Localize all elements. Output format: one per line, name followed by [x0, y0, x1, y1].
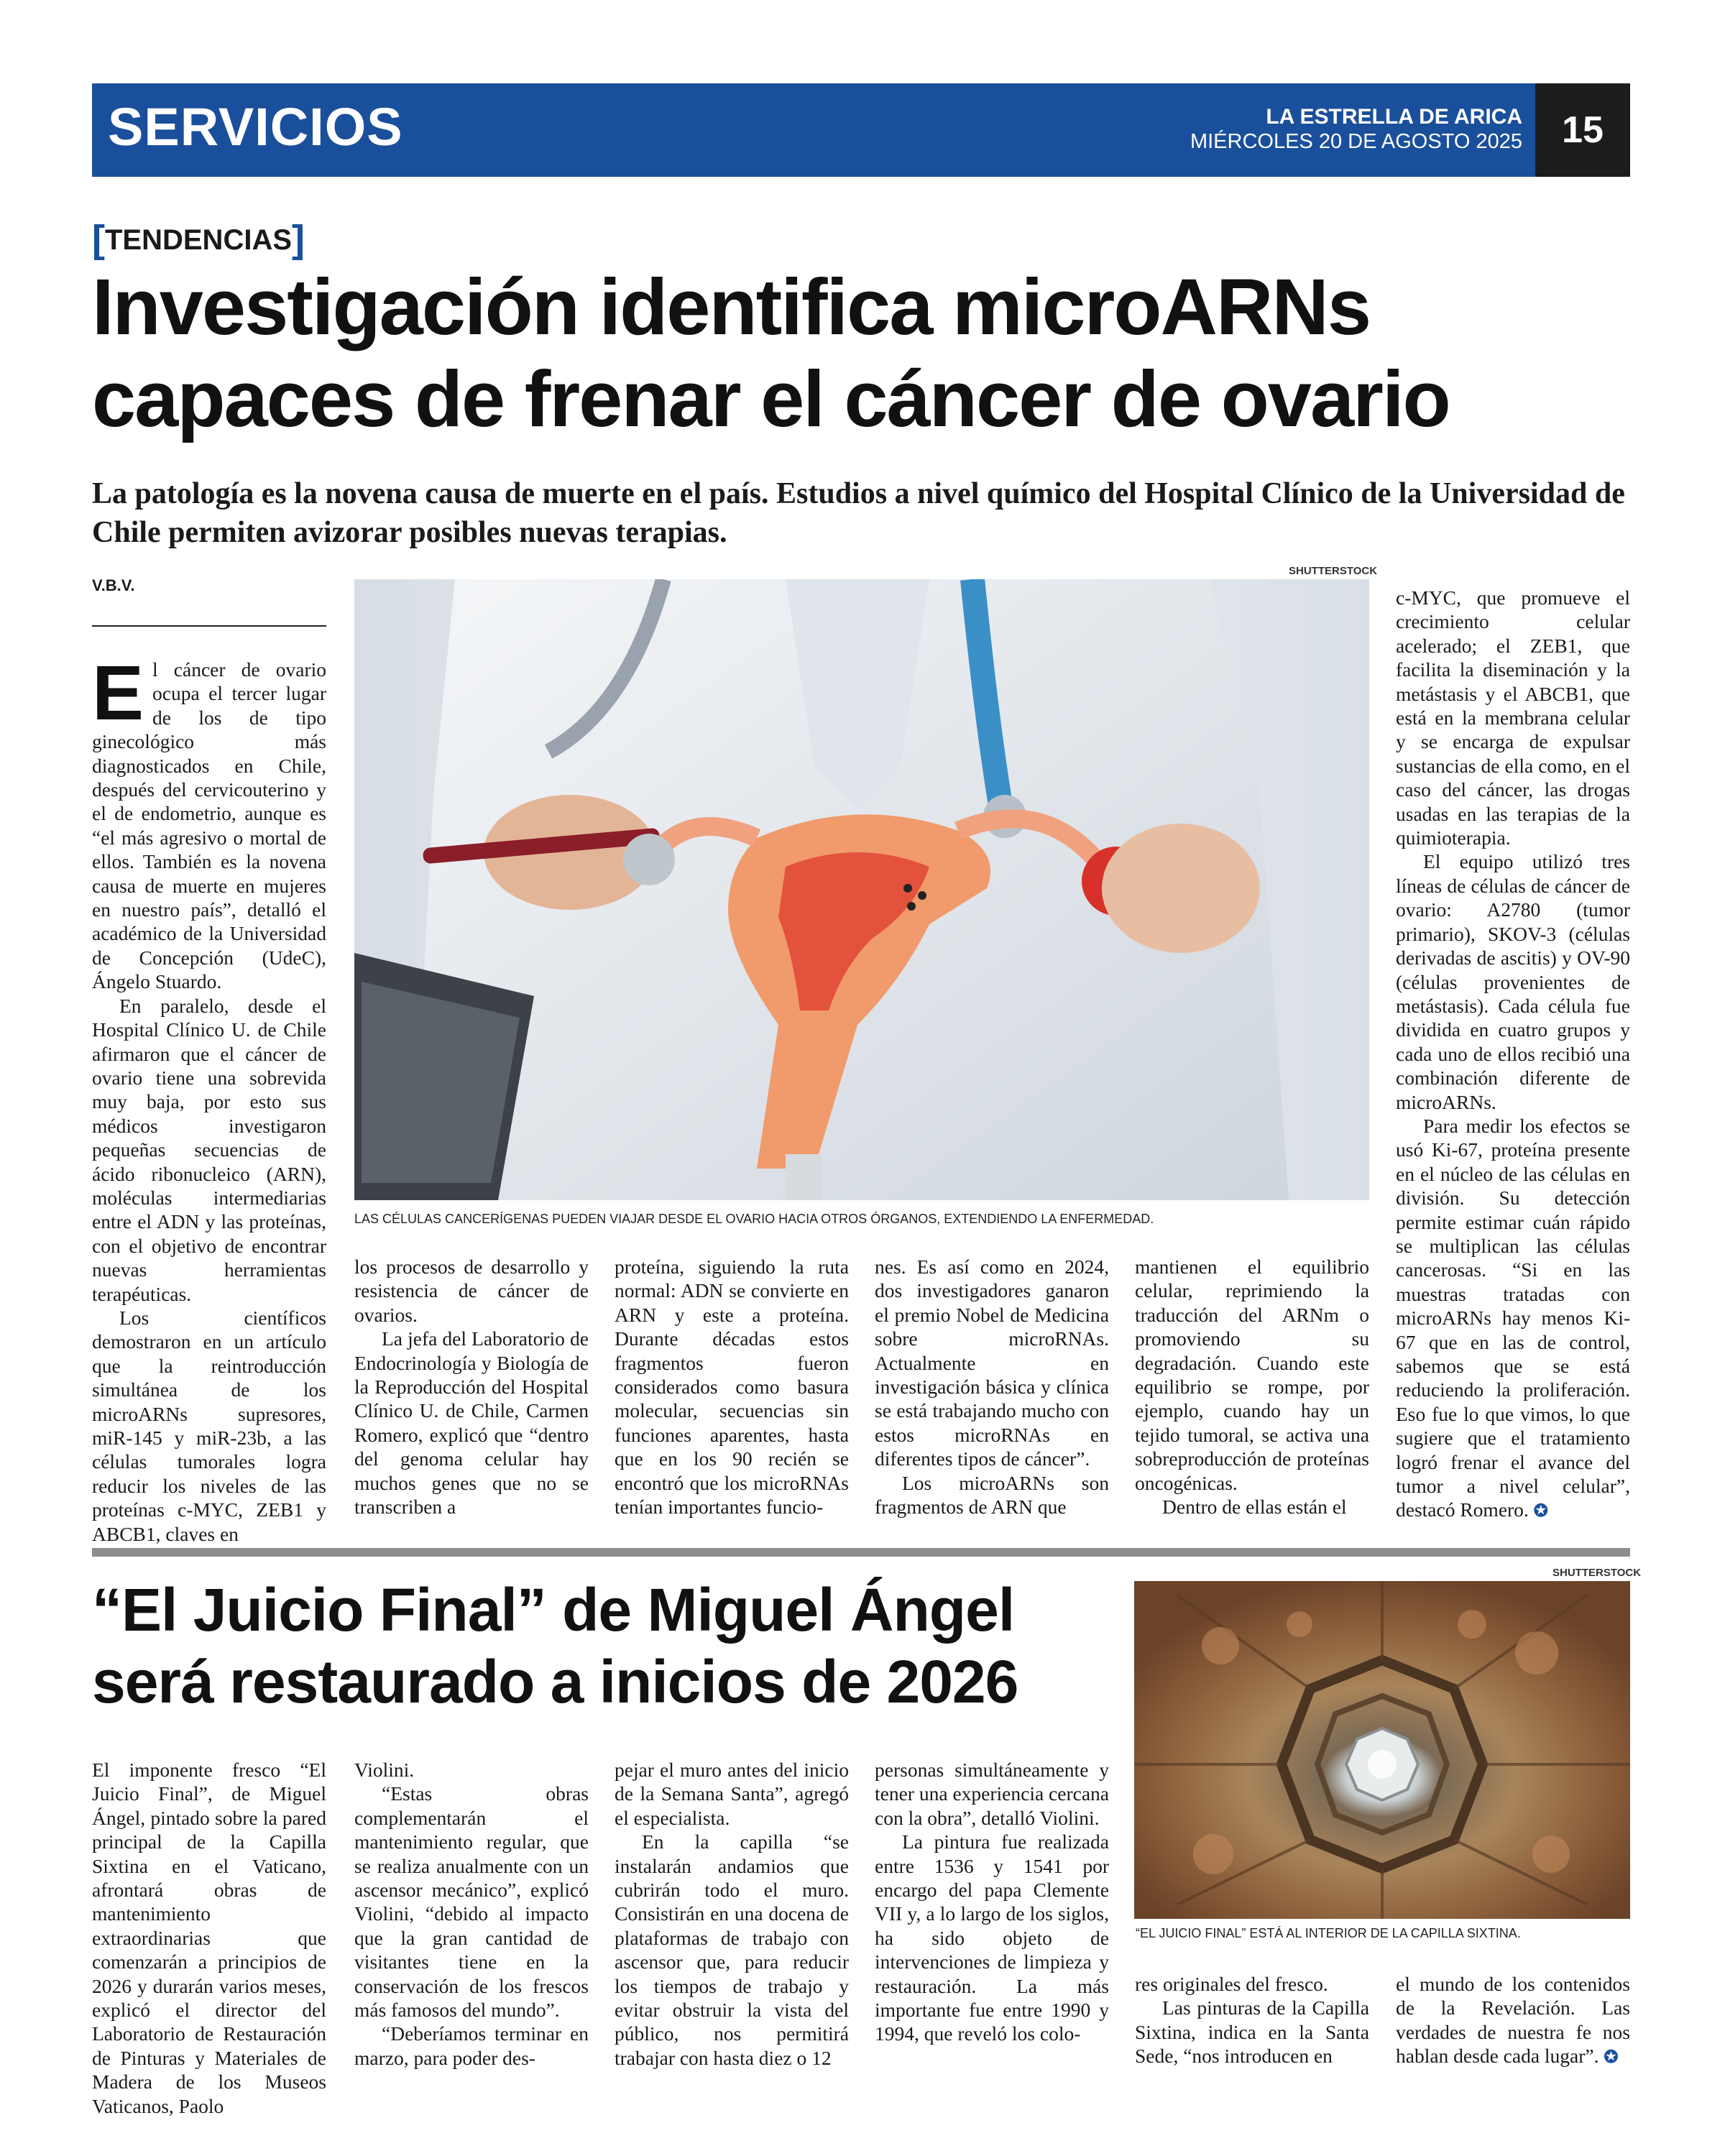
article-divider: [92, 1548, 1630, 1557]
headline-2-line-2: será restaurado a inicios de 2026: [92, 1648, 1018, 1715]
article-2-column-5: res originales del fresco. Las pinturas de la Capilla Sixtina, indica en la Santa Sede, “nos introducen en: [1135, 1973, 1369, 2068]
article-photo-fresco: [1134, 1581, 1630, 1919]
article-column-3: proteína, siguiendo la ruta normal: ADN se convierte en ARN y este a proteína. Durante décadas estos fragmentos fueron considerados como basura molecular, secuencias sin funciones aparentes, hasta que en los 90 recién se encontró que los microRNAs tenían importantes funcio-: [615, 1256, 849, 1519]
headline-line-1: Investigación identifica microARNs: [92, 263, 1370, 351]
article-2-column-4: personas simultáneamente y tener una experiencia cercana con la obra”, detalló Violini. La pintura fue realizada entre 1536 y 1541 por encargo del papa Clemente VII y, a lo largo de los siglos, ha sido objeto de intervenciones de limpieza y restauración. La más importante fue entre 1990 y 1994, que reveló los colo-: [875, 1759, 1109, 2045]
byline-divider: [92, 625, 326, 627]
article-column-2: los procesos de desarrollo y resistencia de cáncer de ovarios. La jefa del Laboratorio de Endocrinología y Biología de la Reproducción del Hospital Clínico U. de Chile, Carmen Romero, explicó que “dentro del genoma celular hay muchos genes que no se transcriben a: [354, 1256, 589, 1519]
article-2-column-2: Violini. “Estas obras complementarán el mantenimiento regular, que se realiza anualmente con un ascensor mecánico”, explicó Violini, “debido al impacto que la gran cantidad de visitantes tiene en la conservación de los frescos más famosos del mundo”. “Deberíamos terminar en marzo, para poder des-: [354, 1759, 589, 2069]
drop-cap: E: [92, 649, 144, 736]
article-column-1: El cáncer de ovario ocupa el tercer lugar de los de tipo ginecológico más diagnosticados en Chile, después del cervicouterino y el de endometrio, aunque es “el más agresivo o mortal de ellos. También es la novena causa de muerte en mujeres en nuestro país”, detalló el académico de la Universidad de Concepción (UdeC), Ángelo Stuardo. En paralelo, desde el Hospital Clínico U. de Chile afirmaron que el cáncer de ovario tiene una sobrevida muy baja, por esto sus médicos investigaron pequeñas secuencias de ácido ribonucleico (ARN), moléculas intermediarias entre el ADN y las proteínas, con el objetivo de encontrar nuevas herramientas terapéuticas. Los científicos demostraron en un artículo que la reintroducción simultánea de los microARNs supresores, miR-145 y miR-23b, a las células tumorales logra reducir los niveles de las proteínas c-MYC, ZEB1 y ABCB1, claves en: [92, 649, 326, 1545]
article-2-column-3: pejar el muro antes del inicio de la Semana Santa”, agregó el especialista. En la capilla “se instalarán andamios que cubrirán todo el muro. Consistirán en una docena de plataformas de trabajo con ascensor que, para reducir los tiempos de trabajo y evitar obstruir la vista del público, nos permitirá trabajar con hasta diez o 12: [615, 1759, 849, 2069]
photo-credit: SHUTTERSTOCK: [1289, 565, 1378, 577]
article-column-6: c-MYC, que promueve el crecimiento celular acelerado; el ZEB1, que facilita la diseminación y la metástasis y el ABCB1, que está en la membrana celular y se encarga de expulsar sustancias de ella como, en el caso del cáncer, las drogas usadas en las terapias de la quimioterapia. El equipo utilizó tres líneas de células de cáncer de ovario: A2780 (tumor primario), SKOV-3 (células derivadas de ascitis) y OV-90 (células provenientes de metástasis). Cada célula fue dividida en cuatro grupos y cada uno de ellos recibió una combinación diferente de microARNs. Para medir los efectos se usó Ki-67, proteína presente en el núcleo de las células en división. Su detección permite estimar cuán rápido se multiplican las células cancerosas. “Si en las muestras tratadas con microARNs hay menos Ki-67 que en las de control, sabemos que se está reduciendo la proliferación. Eso fue lo que vimos, lo que sugiere que el tratamiento logró frenar el avance del tumor a nivel celular”, destacó Romero. ✪: [1396, 586, 1630, 1521]
issue-date: MIÉRCOLES 20 DE AGOSTO 2025: [1190, 130, 1522, 153]
article-deck: La patología es la novena causa de muerte en el país. Estudios a nivel químico del Hospital Clínico de la Universidad de Chile permiten avizorar posibles nuevas terapias.: [92, 477, 1625, 549]
article-headline: [92, 262, 1630, 446]
masthead: [1190, 105, 1522, 154]
end-of-article-icon: ✪: [1533, 1502, 1548, 1521]
end-of-article-2-icon: ✪: [1604, 2048, 1619, 2068]
newspaper-name: LA ESTRELLA DE ARICA: [1266, 105, 1522, 129]
fresco-dome-illustration: [1134, 1581, 1630, 1919]
article-column-5: mantienen el equilibrio celular, reprimiendo la traducción del ARNm o promoviendo su degradación. Cuando este equilibrio se rompe, por ejemplo, cuando hay un tejido tumoral, se activa una sobreproducción de proteínas oncogénicas. Dentro de ellas están el: [1135, 1256, 1369, 1519]
section-header-bar: [92, 83, 1630, 177]
article-2-column-6: el mundo de los contenidos de la Revelación. Las verdades de nuestra fe nos hablan desde cada lugar”. ✪: [1396, 1973, 1630, 2068]
section-title: SERVICIOS: [108, 97, 403, 157]
article-2-column-1: El imponente fresco “El Juicio Final”, de Miguel Ángel, pintado sobre la pared principal de la Capilla Sixtina en el Vaticano, afrontará obras de mantenimiento extraordinarias que comenzarán a principios de 2026 y durarán varios meses, explicó el director del Laboratorio de Restauración de Pinturas y Materiales de Madera de los Museos Vaticanos, Paolo: [92, 1759, 326, 2117]
article-kicker: [TENDENCIAS]: [92, 218, 305, 261]
uterus-model-illustration: [354, 579, 1369, 1200]
headline-line-2: capaces de frenar el cáncer de ovario: [92, 355, 1450, 443]
byline: V.B.V.: [92, 576, 135, 594]
photo-caption: LAS CÉLULAS CANCERÍGENAS PUEDEN VIAJAR DESDE EL OVARIO HACIA OTROS ÓRGANOS, EXTENDIENDO LA ENFERMEDAD.: [354, 1212, 1154, 1226]
photo-2-credit: SHUTTERSTOCK: [1552, 1567, 1642, 1579]
article-column-4: nes. Es así como en 2024, dos investigadores ganaron el premio Nobel de Medicina sobre microRNAs. Actualmente en investigación básica y clínica se está trabajando mucho con estos microRNAs en diferentes tipos de cáncer”. Los microARNs son fragmentos de ARN que: [875, 1256, 1109, 1519]
photo-2-caption: “EL JUICIO FINAL” ESTÁ AL INTERIOR DE LA CAPILLA SIXTINA.: [1136, 1926, 1521, 1940]
page-number: 15: [1535, 83, 1630, 177]
article-2-headline: [92, 1574, 1113, 1718]
article-photo-uterus-model: [354, 579, 1369, 1200]
headline-2-line-1: “El Juicio Final” de Miguel Ángel: [92, 1576, 1015, 1644]
